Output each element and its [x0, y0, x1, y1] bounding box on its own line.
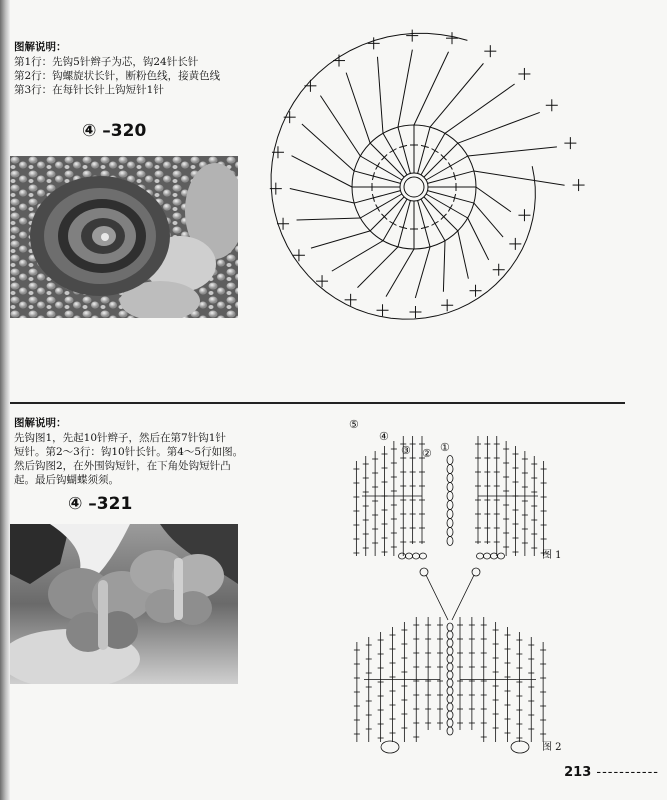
stitch-tick: [376, 163, 380, 170]
pattern-number-320: ④ –320: [82, 121, 147, 141]
round-2-spiral-stitch: [386, 249, 414, 297]
butterfly-photo: [10, 524, 238, 684]
round-2-spiral-stitch: [302, 124, 354, 171]
round-1-double-crochet: [428, 191, 474, 203]
round-1-double-crochet: [398, 127, 410, 173]
fig2-body-chain: [447, 655, 453, 663]
fig1-base-chain: [477, 553, 484, 559]
crochet-flower: [30, 176, 170, 296]
round-2-spiral-stitch: [357, 247, 397, 288]
fig1-body-chain: [447, 510, 453, 519]
round-1-double-crochet: [354, 191, 400, 203]
fig1-body-chain: [447, 519, 453, 528]
fig2-antenna-tip: [472, 568, 480, 576]
fig1-body-chain: [447, 474, 453, 483]
row-marker-4: ④: [379, 430, 389, 443]
round-2-spiral-stitch: [468, 147, 557, 156]
round-2-spiral-stitch: [290, 188, 354, 203]
figure-1-label: 图 1: [542, 550, 562, 561]
fig1-base-chain: [399, 553, 406, 559]
round-2-spiral-stitch: [414, 52, 449, 125]
fig2-body-chain: [447, 663, 453, 671]
round-2-spiral-stitch: [346, 73, 370, 144]
fig1-body-chain: [447, 483, 453, 492]
fig1-body-chain: [447, 528, 453, 537]
chain-ring-inner: [404, 177, 424, 197]
fig2-body-chain: [447, 671, 453, 679]
stitch-tick: [376, 205, 380, 212]
round-2-spiral-stitch: [474, 203, 503, 237]
round-2-spiral-stitch: [458, 112, 540, 143]
fig2-antenna-left: [426, 575, 448, 620]
book-binding-shadow: [0, 0, 10, 800]
stitch-tick: [390, 221, 397, 225]
section1-line-3: 第3行：在每针长针上钩短针1针: [14, 84, 164, 96]
fig2-body-chain: [447, 639, 453, 647]
round-2-spiral-stitch: [332, 241, 383, 271]
pattern-number-321: ④ –321: [68, 494, 133, 514]
section1-line-1: 第1行：先钩5针辫子为芯，钩24针长针: [14, 56, 199, 68]
round-1-double-crochet: [354, 171, 400, 183]
section2-line-2: 短针。第2～3行：钩10针长针。第4～5行如图。: [14, 446, 244, 458]
fig2-lower-picot: [511, 741, 529, 753]
page-number: 213 -----------: [564, 765, 659, 780]
round-2-spiral-stitch: [320, 96, 360, 156]
fig1-body-chain: [447, 492, 453, 501]
fig2-body-chain: [447, 719, 453, 727]
round-2-spiral-stitch: [311, 231, 370, 248]
round-1-double-crochet: [418, 127, 430, 173]
fig1-base-chain: [420, 553, 427, 559]
round-2-spiral-stitch: [415, 247, 430, 298]
row-marker-1: ①: [440, 441, 450, 454]
section-divider: [10, 402, 625, 404]
fig2-body-chain: [447, 647, 453, 655]
fig1-body-chain: [447, 501, 453, 510]
section2-line-4: 起。最后钩蝴蝶须须。: [14, 474, 119, 486]
figure-2-label: 图 2: [542, 742, 562, 753]
section1-heading: 图解说明：: [14, 41, 67, 53]
fig1-body-chain: [447, 465, 453, 474]
fig1-body-chain: [447, 456, 453, 465]
fig2-antenna-right: [452, 575, 474, 620]
fig1-body-chain: [447, 537, 453, 546]
stitch-tick: [432, 149, 439, 153]
section2-line-1: 先钩图1，先起10针辫子，然后在第7针钩1针: [14, 432, 226, 444]
section2-heading: 图解说明：: [14, 417, 67, 429]
fig2-body-chain: [447, 679, 453, 687]
flower-crochet-diagram: [252, 62, 652, 372]
row-marker-5: ⑤: [349, 418, 359, 431]
fig2-lower-picot: [381, 741, 399, 753]
fig1-base-chain: [406, 553, 413, 559]
round-2-spiral-stitch: [458, 231, 469, 279]
row-marker-3: ③: [401, 444, 411, 457]
fig1-base-chain: [484, 553, 491, 559]
round-2-spiral-stitch: [377, 57, 383, 133]
fig2-body-chain: [447, 687, 453, 695]
fig2-body-chain: [447, 703, 453, 711]
fig1-base-chain: [498, 553, 505, 559]
round-2-spiral-stitch: [297, 218, 361, 220]
row-marker-2: ②: [422, 447, 432, 460]
round-1-double-crochet: [418, 201, 430, 247]
round-2-spiral-stitch: [398, 50, 412, 128]
butterfly-crochet-diagrams: [330, 412, 660, 752]
section1-line-2: 第2行：钩螺旋状长针，断粉色线，接黄色线: [14, 70, 221, 82]
round-2-spiral-stitch: [474, 171, 565, 185]
stitch-tick: [448, 163, 452, 170]
fig2-body-chain: [447, 623, 453, 631]
round-1-double-crochet: [428, 171, 474, 183]
round-2-spiral-stitch: [468, 218, 489, 260]
fig2-body-chain: [447, 631, 453, 639]
flower-photo: [10, 156, 238, 318]
fig2-antenna-tip: [420, 568, 428, 576]
fig2-body-chain: [447, 727, 453, 735]
fig2-body-chain: [447, 711, 453, 719]
round-2-spiral-stitch: [443, 241, 445, 292]
fig2-body-chain: [447, 695, 453, 703]
page-number-text: 213: [564, 765, 592, 780]
fig1-base-chain: [413, 553, 420, 559]
stitch-tick: [432, 221, 439, 225]
round-2-spiral-stitch: [476, 187, 511, 212]
section2-line-3: 然后钩图2，在外围钩短针，在下角处钩短针凸: [14, 460, 231, 472]
stitch-tick: [390, 149, 397, 153]
stitch-tick: [448, 205, 452, 212]
round-1-double-crochet: [398, 201, 410, 247]
